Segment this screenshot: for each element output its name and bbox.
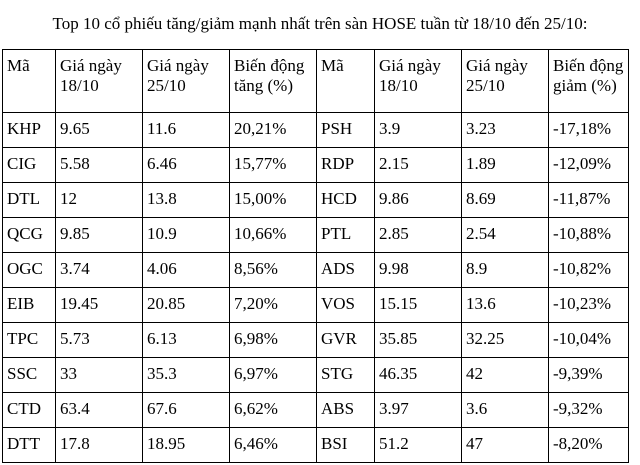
gain-price-start-cell: 17.8 bbox=[56, 428, 143, 463]
gain-ticker-cell: CIG bbox=[3, 148, 56, 183]
table-row bbox=[3, 218, 629, 253]
page-title: Top 10 cổ phiếu tăng/giảm mạnh nhất trên sàn HOSE tuần từ 18/10 đến 25/10: bbox=[52, 14, 588, 33]
gain-price-end-cell: 18.95 bbox=[143, 428, 230, 463]
loss-ticker-cell: STG bbox=[317, 358, 375, 393]
loss-ticker-cell: ADS bbox=[317, 253, 375, 288]
header-gain-ticker: Mã bbox=[3, 50, 56, 113]
gain-price-end-cell: 20.85 bbox=[143, 288, 230, 323]
loss-price-end-cell: 42 bbox=[462, 358, 549, 393]
gain-ticker-cell: DTT bbox=[3, 428, 56, 463]
loss-ticker-cell: BSI bbox=[317, 428, 375, 463]
gain-price-end-cell: 13.8 bbox=[143, 183, 230, 218]
loss-change-cell: -10,23% bbox=[549, 288, 629, 323]
table-row bbox=[3, 148, 629, 183]
table-header-row bbox=[3, 50, 629, 113]
loss-price-start-cell: 9.86 bbox=[375, 183, 462, 218]
gain-change-cell: 6,98% bbox=[230, 323, 317, 358]
gain-price-end-cell: 4.06 bbox=[143, 253, 230, 288]
loss-price-end-cell: 3.23 bbox=[462, 113, 549, 148]
gain-ticker-cell: KHP bbox=[3, 113, 56, 148]
loss-ticker-cell: HCD bbox=[317, 183, 375, 218]
loss-price-start-cell: 35.85 bbox=[375, 323, 462, 358]
loss-price-start-cell: 9.98 bbox=[375, 253, 462, 288]
gain-price-start-cell: 3.74 bbox=[56, 253, 143, 288]
gain-ticker-cell: OGC bbox=[3, 253, 56, 288]
gain-price-end-cell: 6.46 bbox=[143, 148, 230, 183]
header-loss-price-start: Giá ngày 18/10 bbox=[375, 50, 462, 113]
loss-price-start-cell: 46.35 bbox=[375, 358, 462, 393]
gain-change-cell: 7,20% bbox=[230, 288, 317, 323]
loss-price-end-cell: 1.89 bbox=[462, 148, 549, 183]
loss-price-start-cell: 2.85 bbox=[375, 218, 462, 253]
gain-change-cell: 8,56% bbox=[230, 253, 317, 288]
loss-ticker-cell: ABS bbox=[317, 393, 375, 428]
gain-change-cell: 20,21% bbox=[230, 113, 317, 148]
loss-change-cell: -11,87% bbox=[549, 183, 629, 218]
loss-price-end-cell: 32.25 bbox=[462, 323, 549, 358]
header-loss-ticker: Mã bbox=[317, 50, 375, 113]
loss-price-start-cell: 2.15 bbox=[375, 148, 462, 183]
loss-ticker-cell: PTL bbox=[317, 218, 375, 253]
loss-change-cell: -10,88% bbox=[549, 218, 629, 253]
header-gain-price-end: Giá ngày 25/10 bbox=[143, 50, 230, 113]
gain-price-start-cell: 9.65 bbox=[56, 113, 143, 148]
loss-change-cell: -17,18% bbox=[549, 113, 629, 148]
gain-price-start-cell: 33 bbox=[56, 358, 143, 393]
loss-ticker-cell: PSH bbox=[317, 113, 375, 148]
gain-price-start-cell: 5.73 bbox=[56, 323, 143, 358]
stock-table bbox=[2, 49, 629, 463]
loss-ticker-cell: VOS bbox=[317, 288, 375, 323]
gain-ticker-cell: EIB bbox=[3, 288, 56, 323]
loss-price-start-cell: 15.15 bbox=[375, 288, 462, 323]
gain-change-cell: 15,77% bbox=[230, 148, 317, 183]
header-gain-price-start: Giá ngày 18/10 bbox=[56, 50, 143, 113]
gain-ticker-cell: TPC bbox=[3, 323, 56, 358]
gain-change-cell: 6,62% bbox=[230, 393, 317, 428]
loss-change-cell: -10,04% bbox=[549, 323, 629, 358]
loss-price-start-cell: 3.97 bbox=[375, 393, 462, 428]
loss-price-end-cell: 13.6 bbox=[462, 288, 549, 323]
loss-change-cell: -8,20% bbox=[549, 428, 629, 463]
gain-ticker-cell: DTL bbox=[3, 183, 56, 218]
loss-ticker-cell: RDP bbox=[317, 148, 375, 183]
gain-price-start-cell: 9.85 bbox=[56, 218, 143, 253]
loss-change-cell: -9,32% bbox=[549, 393, 629, 428]
loss-price-end-cell: 47 bbox=[462, 428, 549, 463]
gain-price-end-cell: 10.9 bbox=[143, 218, 230, 253]
gain-change-cell: 15,00% bbox=[230, 183, 317, 218]
table-row bbox=[3, 393, 629, 428]
header-loss-change: Biến động giảm (%) bbox=[549, 50, 629, 113]
gain-ticker-cell: CTD bbox=[3, 393, 56, 428]
gain-price-end-cell: 6.13 bbox=[143, 323, 230, 358]
loss-change-cell: -10,82% bbox=[549, 253, 629, 288]
gain-ticker-cell: QCG bbox=[3, 218, 56, 253]
table-row bbox=[3, 113, 629, 148]
loss-change-cell: -9,39% bbox=[549, 358, 629, 393]
table-row bbox=[3, 358, 629, 393]
loss-price-start-cell: 3.9 bbox=[375, 113, 462, 148]
table-row bbox=[3, 288, 629, 323]
gain-change-cell: 10,66% bbox=[230, 218, 317, 253]
loss-price-end-cell: 3.6 bbox=[462, 393, 549, 428]
loss-price-end-cell: 8.69 bbox=[462, 183, 549, 218]
loss-ticker-cell: GVR bbox=[317, 323, 375, 358]
loss-price-end-cell: 2.54 bbox=[462, 218, 549, 253]
header-gain-change: Biến động tăng (%) bbox=[230, 50, 317, 113]
gain-change-cell: 6,97% bbox=[230, 358, 317, 393]
gain-price-end-cell: 67.6 bbox=[143, 393, 230, 428]
gain-price-start-cell: 12 bbox=[56, 183, 143, 218]
table-row bbox=[3, 323, 629, 358]
gain-price-start-cell: 63.4 bbox=[56, 393, 143, 428]
loss-price-start-cell: 51.2 bbox=[375, 428, 462, 463]
loss-price-end-cell: 8.9 bbox=[462, 253, 549, 288]
loss-change-cell: -12,09% bbox=[549, 148, 629, 183]
table-row bbox=[3, 183, 629, 218]
gain-ticker-cell: SSC bbox=[3, 358, 56, 393]
gain-price-start-cell: 19.45 bbox=[56, 288, 143, 323]
gain-price-end-cell: 35.3 bbox=[143, 358, 230, 393]
table-row bbox=[3, 428, 629, 463]
header-loss-price-end: Giá ngày 25/10 bbox=[462, 50, 549, 113]
gain-change-cell: 6,46% bbox=[230, 428, 317, 463]
gain-price-start-cell: 5.58 bbox=[56, 148, 143, 183]
table-row bbox=[3, 253, 629, 288]
gain-price-end-cell: 11.6 bbox=[143, 113, 230, 148]
